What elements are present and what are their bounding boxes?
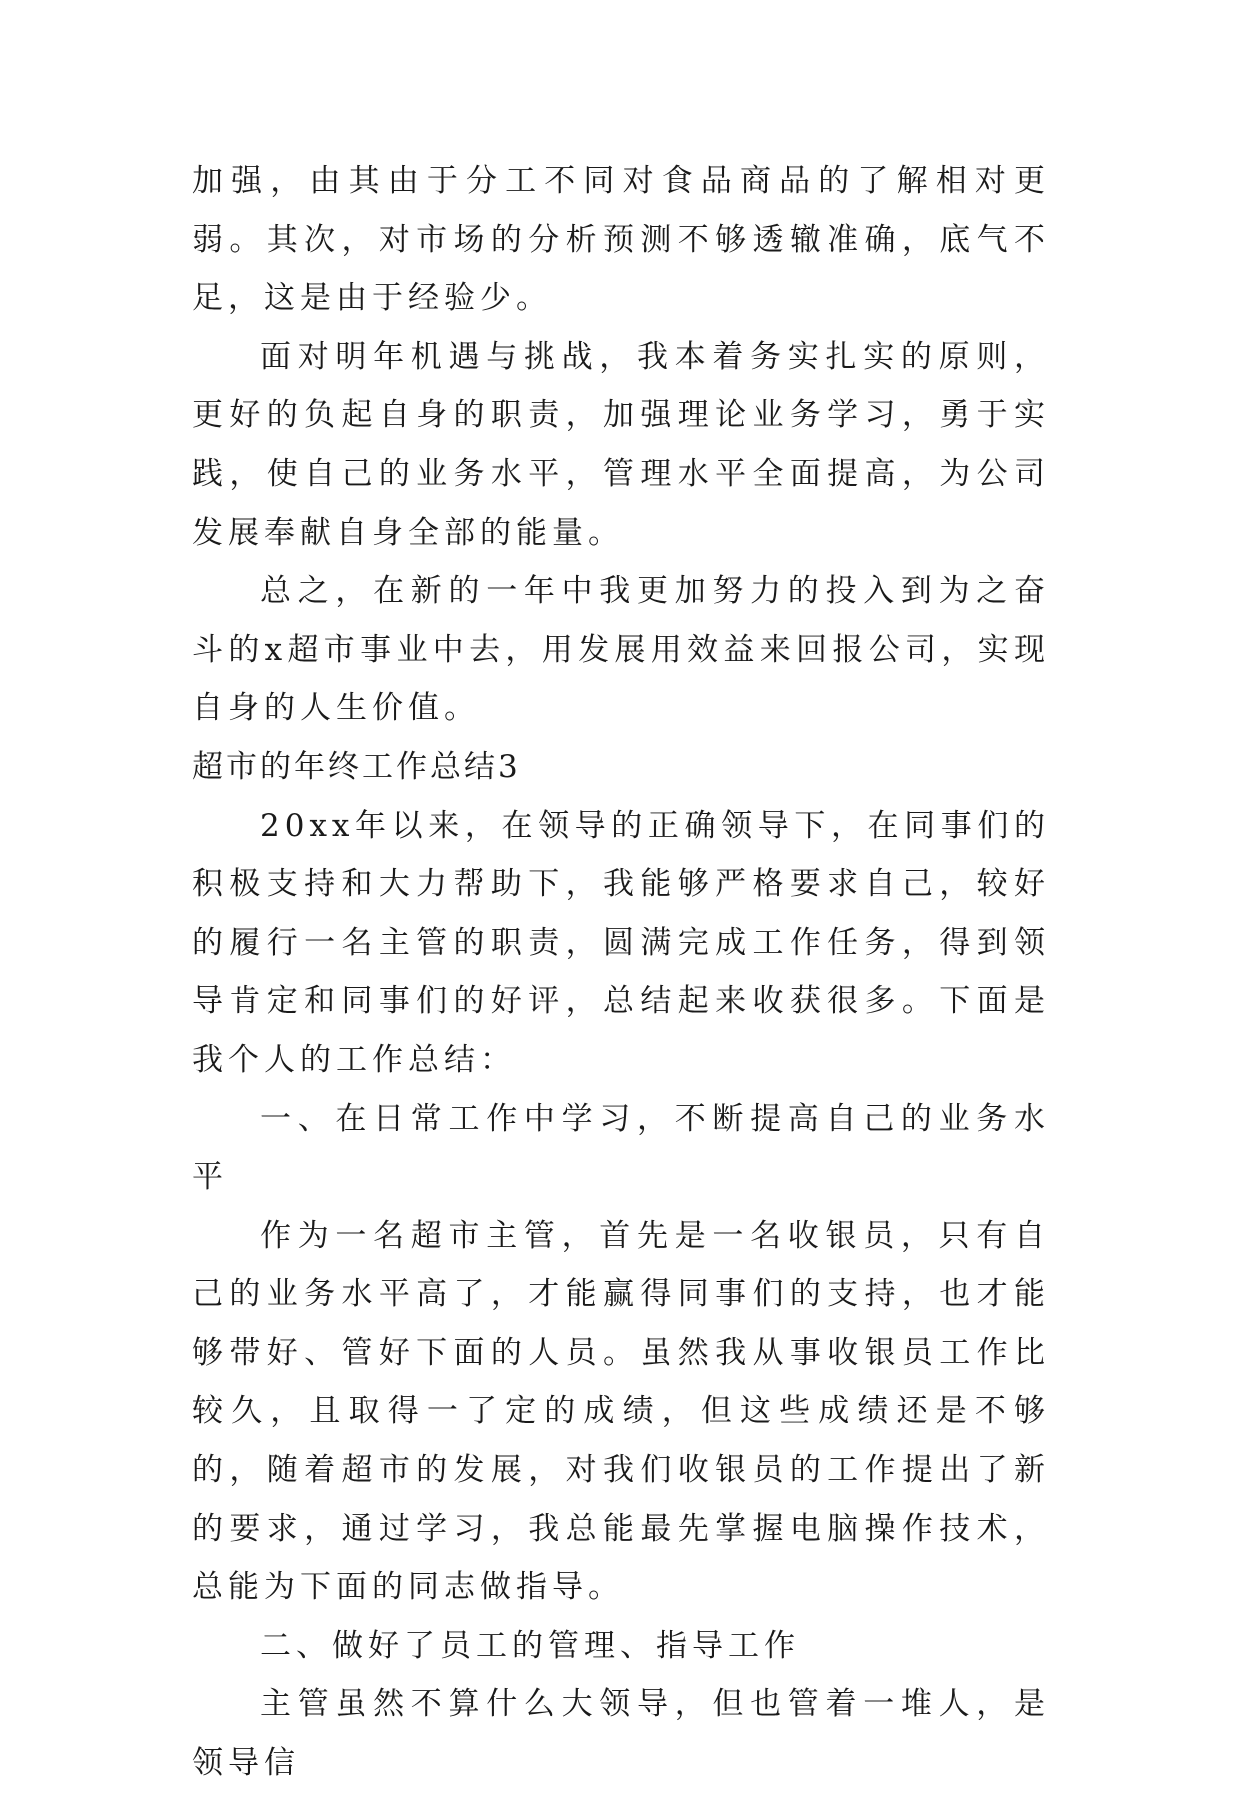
subheading-2: 二、做好了员工的管理、指导工作 [260, 1627, 800, 1664]
paragraph-6: 主管虽然不算什么大领导，但也管着一堆人，是领导信 [192, 1686, 1050, 1782]
paragraph-5: 作为一名超市主管，首先是一名收银员，只有自己的业务水平高了，才能赢得同事们的支持，也才能够带好、管好下面的人员。虽然我从事收银员工作比较久，且取得一了定的成绩，但这些成绩还是不够的，随着超市的发展，对我们收银员的工作提出了新的要求，通过学习，我总能最先掌握电脑操作技术，总能为下面的同志做指导。 [192, 1217, 1050, 1606]
paragraph-2: 面对明年机遇与挑战，我本着务实扎实的原则，更好的负起自身的职责，加强理论业务学习，勇于实践，使自己的业务水平，管理水平全面提高，为公司发展奉献自身全部的能量。 [192, 338, 1050, 551]
section-heading: 超市的年终工作总结3 [192, 748, 521, 785]
paragraph-4: 20xx年以来，在领导的正确领导下，在同事们的积极支持和大力帮助下，我能够严格要求自己，较好的履行一名主管的职责，圆满完成工作任务，得到领导肯定和同事们的好评，总结起来收获很多。下面是我个人的工作总结： [192, 807, 1050, 1078]
paragraph-1: 加强，由其由于分工不同对食品商品的了解相对更弱。其次，对市场的分析预测不够透辙准确，底气不足，这是由于经验少。 [192, 163, 1050, 317]
paragraph-3: 总之，在新的一年中我更加努力的投入到为之奋斗的x超市事业中去，用发展用效益来回报公司，实现自身的人生价值。 [192, 573, 1050, 727]
subheading-1: 一、在日常工作中学习，不断提高自己的业务水平 [192, 1100, 1050, 1196]
document-body [192, 152, 1050, 1793]
